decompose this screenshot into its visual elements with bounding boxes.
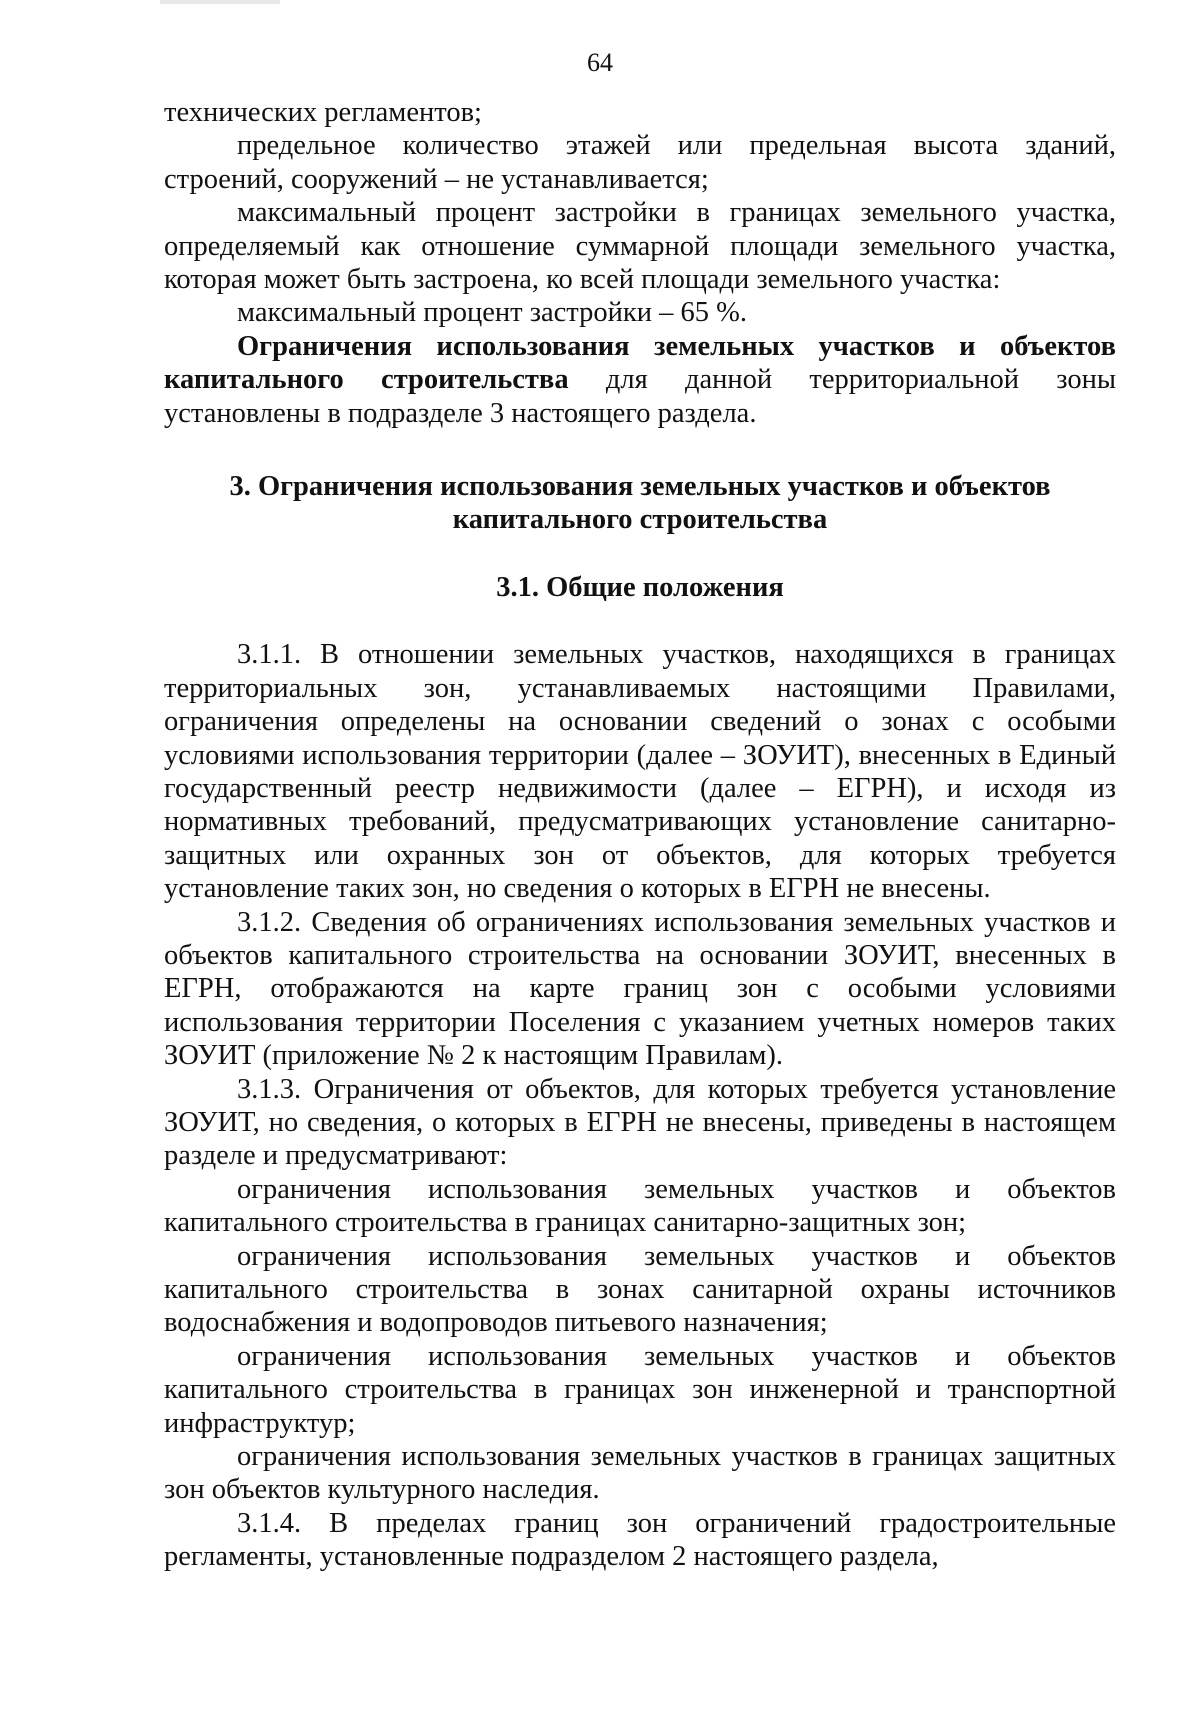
scan-artifact	[160, 0, 280, 4]
paragraph-3-1-3: 3.1.3. Ограничения от объектов, для которых требуется установление ЗОУИТ, но сведения, о которых в ЕГРН не внесены, приведены в настоящем разделе и предусматривают:	[164, 1073, 1116, 1172]
paragraph: максимальный процент застройки – 65 %.	[237, 297, 747, 329]
paragraph-3-1-4: 3.1.4. В пределах границ зон ограничений градостроительные регламенты, установленные подразделом 2 настоящего раздела,	[164, 1507, 1116, 1573]
paragraph: предельное количество этажей или предельная высота зданий, строений, сооружений – не устанавливается;	[164, 130, 1116, 195]
document-body	[164, 96, 1116, 1574]
list-item: ограничения использования земельных участков и объектов капитального строительства в границах санитарно-защитных зон;	[164, 1173, 1116, 1239]
restriction-note-text: для данной территориальной зоны установлены в подразделе 3 настоящего раздела.	[164, 364, 1116, 429]
paragraph: максимальный процент застройки в границах земельного участка, определяемый как отношение суммарной площади земельного участка, которая может быть застроена, ко всей площади земельного участка:	[164, 197, 1116, 296]
section-heading	[164, 470, 1116, 537]
paragraph-3-1-1: 3.1.1. В отношении земельных участков, находящихся в границах территориальных зон, устанавливаемых настоящими Правилами, ограничения определены на основании сведений о зонах с особыми условиями использования территории (далее – ЗОУИТ), внесенных в Единый государственный реестр недвижимости (далее – ЕГРН), и исходя из нормативных требований, предусматривающих установление санитарно-защитных или охранных зон от объектов, для которых требуется установление таких зон, но сведения о которых в ЕГРН не внесены.	[164, 639, 1116, 905]
list-item: ограничения использования земельных участков и объектов капитального строительства в границах зон инженерной и транспортной инфраструктур;	[164, 1340, 1116, 1439]
list-item: ограничения использования земельных участков в границах защитных зон объектов культурного наследия.	[164, 1441, 1116, 1506]
restriction-note	[164, 330, 1116, 430]
paragraph-3-1-2: 3.1.2. Сведения об ограничениях использования земельных участков и объектов капитального строительства на основании ЗОУИТ, внесенных в ЕГРН, отображаются на карте границ зон с особыми условиями использования территории Поселения с указанием учетных номеров таких ЗОУИТ (приложение № 2 к настоящим Правилам).	[164, 906, 1116, 1072]
section-heading-line2: капитального строительства	[452, 504, 828, 536]
page-number: 64	[587, 48, 613, 77]
subsection-heading: 3.1. Общие положения	[496, 571, 784, 603]
section-heading-line1: 3. Ограничения использования земельных участков и объектов	[229, 471, 1051, 503]
list-item: ограничения использования земельных участков и объектов капитального строительства в зонах санитарной охраны источников водоснабжения и водопроводов питьевого назначения;	[164, 1240, 1116, 1339]
paragraph: технических регламентов;	[164, 97, 482, 128]
restriction-note-bold: Ограничения использования земельных участков и объектов капитального строительства	[164, 330, 1116, 396]
